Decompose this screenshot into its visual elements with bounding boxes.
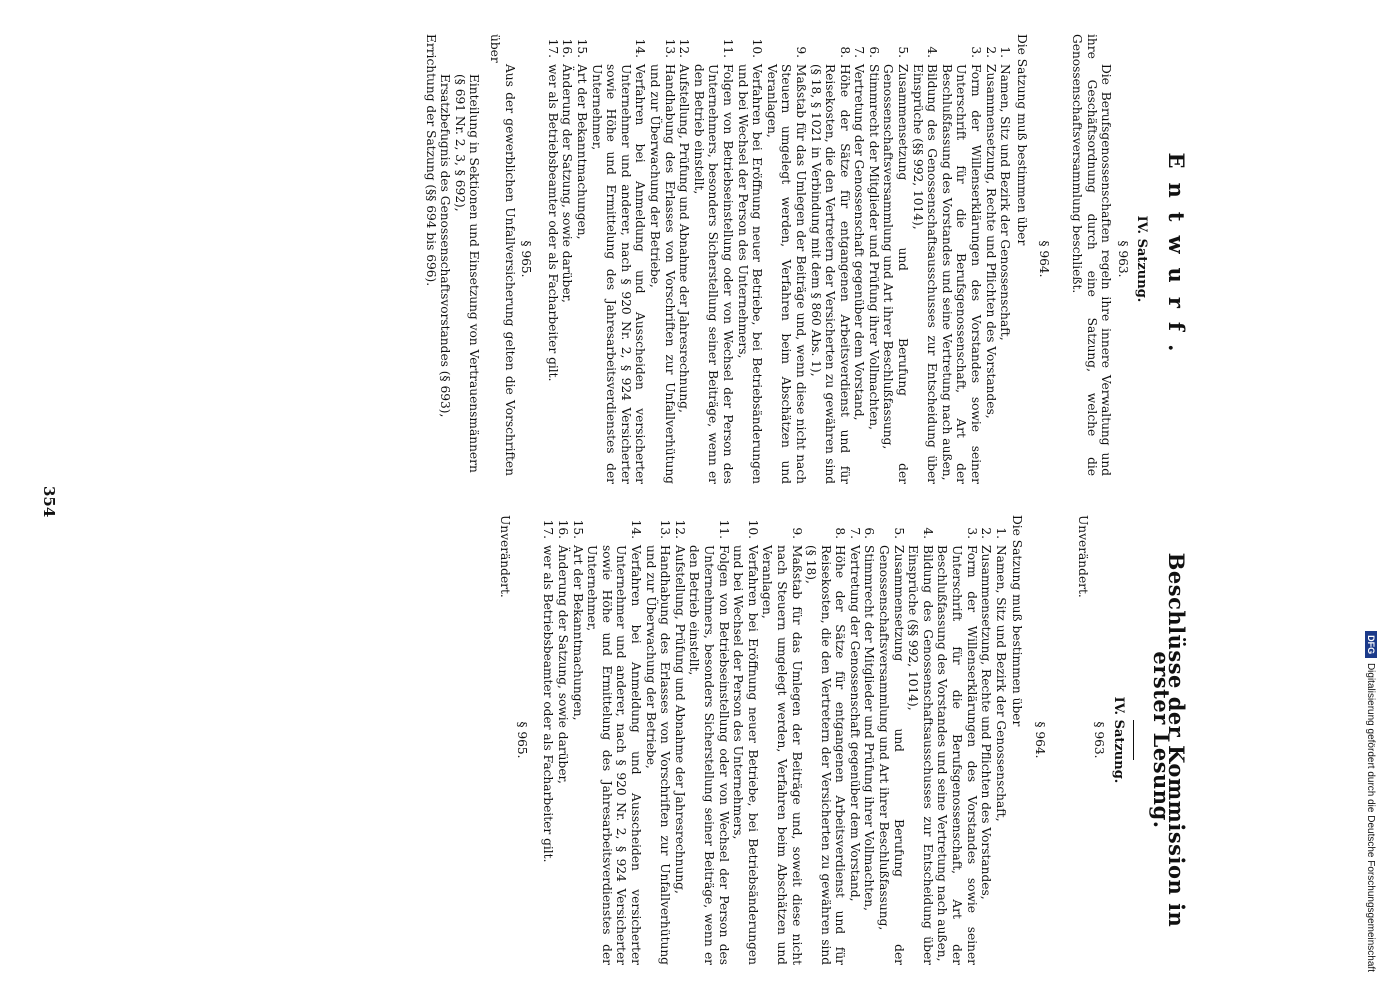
item-text: Verfahren bei Anmeldung und Ausscheiden versicherter Unternehmer und anderer, nach § 920 Nr. 2, § 924 Versicherter sowie Höhe und Ermittelung des Jahresarbeitsverdienstes der Unternehmer, xyxy=(585,545,643,965)
item-number: 4. xyxy=(920,527,935,539)
item-number: 13. xyxy=(658,519,673,539)
item-text: Form der Willenserklärungen des Vorstandes sowie seiner Unterschrift für die Berufsgenossenschaft, Art der Beschlußfassung des Vorstandes und seine Vertretung nach außen, xyxy=(939,64,984,484)
draft-ref-2: Ersatzbefugnis des Genossenschaftsvorstandes (§ 693), xyxy=(438,74,453,418)
item-text: Bildung des Genossenschaftsausschusses zur Entscheidung über Einsprüche (§§ 992, 1014), xyxy=(906,545,935,965)
committee-item-7 xyxy=(847,515,862,965)
dfg-note-text: Digitalisierung gefördert durch die Deutsche Forschungsgemeinschaft xyxy=(1365,662,1376,972)
item-text: Änderung der Satzung, sowie darüber, xyxy=(560,64,575,303)
draft-item-16 xyxy=(560,34,575,484)
item-number: 9. xyxy=(793,46,808,58)
committee-chapter-title: IV. Satzung. xyxy=(1110,696,1126,784)
draft-section-965: § 965. xyxy=(519,240,534,278)
item-number: 15. xyxy=(575,38,590,58)
item-number: 8. xyxy=(833,527,848,539)
item-number: 10. xyxy=(750,38,765,58)
committee-item-11 xyxy=(687,515,731,965)
committee-item-9 xyxy=(760,515,804,965)
item-text: Vertretung der Genossenschaft gegenüber dem Vorstand, xyxy=(847,545,862,902)
item-text: Bildung des Genossenschaftsausschusses zur Entscheidung über Einsprüche (§§ 992, 1014), xyxy=(910,64,940,484)
item-number: 8. xyxy=(837,46,852,58)
item-text: Verfahren bei Anmeldung und Ausscheiden versicherter Unternehmer und anderer, nach § 920 Nr. 2, § 924 Versicherter sowie Höhe und Ermittelung des Jahresarbeitsverdienstes der Unternehmer, xyxy=(589,64,648,484)
draft-chapter-title: IV. Satzung. xyxy=(1134,215,1150,303)
committee-item-3 xyxy=(935,515,979,965)
draft-section-964: § 964. xyxy=(1037,240,1052,278)
draft-item-9 xyxy=(764,34,808,484)
committee-intro-964: Die Satzung muß bestimmen über xyxy=(1010,515,1025,727)
item-text: Änderung der Satzung, sowie darüber, xyxy=(556,545,571,784)
item-number: 15. xyxy=(570,519,585,539)
item-text: Höhe der Sätze für entgangenen Arbeitsverdienst und für Reisekosten, die den Vertretern der Versicherten zu gewähren sind (§ 18), xyxy=(804,545,848,965)
committee-items-list xyxy=(541,515,1008,965)
item-text: Verfahren bei Eröffnung neuer Betriebe, bei Betriebsänderungen und bei Wechsel der Person des Unternehmers, xyxy=(735,64,765,484)
item-number: 2. xyxy=(979,527,994,539)
item-number: 14. xyxy=(629,519,643,539)
digitization-note xyxy=(1357,12,1377,972)
item-text: Stimmrecht der Mitglieder und Prüfung ihrer Vollmachten, xyxy=(862,545,877,912)
item-text: Namen, Sitz und Bezirk der Genossenschaft, xyxy=(998,64,1013,341)
draft-heading: Entwurf. xyxy=(1164,152,1189,366)
page-number: 354 xyxy=(40,486,58,518)
draft-item-1 xyxy=(998,34,1013,484)
item-number: 3. xyxy=(969,46,984,58)
draft-item-2 xyxy=(983,34,998,484)
draft-column xyxy=(423,34,1189,484)
draft-item-17 xyxy=(545,34,560,484)
committee-item-17 xyxy=(541,515,556,965)
item-text: Art der Bekanntmachungen, xyxy=(575,64,590,240)
draft-item-13 xyxy=(647,34,676,484)
item-number: 16. xyxy=(556,519,571,539)
committee-item-15 xyxy=(570,515,585,965)
draft-item-8 xyxy=(808,34,852,484)
item-number: 16. xyxy=(560,38,575,58)
draft-item-6 xyxy=(866,34,881,484)
item-number: 10. xyxy=(745,519,760,539)
item-number: 14. xyxy=(633,38,648,58)
item-number: 11. xyxy=(720,38,735,58)
committee-item-2 xyxy=(979,515,994,965)
item-number: 6. xyxy=(866,46,881,58)
item-text: Aufstellung, Prüfung und Abnahme der Jahresrechnung, xyxy=(677,64,692,413)
committee-unchanged-963: Unverändert. xyxy=(1075,515,1090,598)
item-text: Art der Bekanntmachungen, xyxy=(570,545,585,721)
item-number: 1. xyxy=(998,46,1013,58)
item-number: 6. xyxy=(862,527,877,539)
committee-item-14 xyxy=(585,515,643,965)
draft-intro-964: Die Satzung muß bestimmen über xyxy=(1014,34,1029,246)
draft-item-4 xyxy=(910,34,939,484)
item-number: 11. xyxy=(716,519,731,539)
draft-item-5 xyxy=(881,34,910,484)
draft-items-list xyxy=(545,34,1012,484)
committee-item-10 xyxy=(731,515,760,965)
item-number: 17. xyxy=(541,519,556,539)
committee-item-5 xyxy=(877,515,906,965)
committee-item-12 xyxy=(672,515,687,965)
draft-ref-1: Einteilung in Sektionen und Einsetzung von Vertrauensmännern (§ 691 Nr. 2, 3, § 692), xyxy=(452,74,482,473)
item-text: Folgen von Betriebseinstellung oder von Wechsel der Person des Unternehmers, besonders Sicherstellung seiner Beiträge, wenn er den Betrieb einstellt, xyxy=(687,545,731,965)
item-text: Stimmrecht der Mitglieder und Prüfung ihrer Vollmachten, xyxy=(866,64,881,431)
item-number: 1. xyxy=(993,527,1008,539)
item-text: Folgen von Betriebseinstellung oder von Wechsel der Person des Unternehmers, besonders Sicherstellung seiner Beiträge, wenn er den Betrieb einstellt, xyxy=(691,64,735,484)
item-text: Namen, Sitz und Bezirk der Genossenschaft, xyxy=(993,545,1008,822)
committee-section-963: § 963. xyxy=(1092,721,1107,759)
draft-section-963: § 963. xyxy=(1115,240,1130,278)
item-text: Vertretung der Genossenschaft gegenüber dem Vorstand, xyxy=(852,64,867,421)
item-text: Aufstellung, Prüfung und Abnahme der Jahresrechnung, xyxy=(672,545,687,894)
committee-unchanged-965: Unverändert. xyxy=(498,515,513,598)
item-text: Höhe der Sätze für entgangenen Arbeitsverdienst und für Reisekosten, die den Vertretern der Versicherten zu gewähren sind (§ 18, § 1021 in Verbindung mit dem § 860 Abs. 1), xyxy=(808,64,852,484)
draft-intro-965: Aus der gewerblichen Unfallversicherung gelten die Vorschriften über xyxy=(488,34,517,476)
item-text: wer als Betriebsbeamter oder als Facharbeiter gilt. xyxy=(541,545,556,863)
item-text: Zusammensetzung und Berufung der Genossenschaftsversammlung und Art ihrer Beschlußfassung, xyxy=(881,64,911,484)
item-number: 12. xyxy=(677,38,692,58)
item-text: Maßstab für das Umlegen der Beiträge und, wenn diese nicht nach Steuern umgelegt werden, Verfahren beim Abschätzen und Veranlagen, xyxy=(764,64,808,484)
committee-item-13 xyxy=(643,515,672,965)
item-number: 3. xyxy=(964,527,979,539)
item-text: Zusammensetzung, Rechte und Pflichten des Vorstandes, xyxy=(979,545,994,900)
committee-heading: Beschlüsse der Kommission in erster Lesung. xyxy=(1149,552,1189,928)
draft-item-11 xyxy=(691,34,735,484)
committee-item-6 xyxy=(862,515,877,965)
committee-item-8 xyxy=(804,515,848,965)
committee-item-16 xyxy=(555,515,570,965)
draft-item-7 xyxy=(852,34,867,484)
item-text: Zusammensetzung, Rechte und Pflichten des Vorstandes, xyxy=(983,64,998,419)
committee-item-1 xyxy=(993,515,1008,965)
item-number: 5. xyxy=(896,46,911,58)
committee-column xyxy=(498,515,1189,965)
heading-rule xyxy=(1133,720,1134,760)
draft-item-10 xyxy=(735,34,764,484)
item-number: 7. xyxy=(847,527,862,539)
item-text: Handhabung des Erlasses von Vorschriften zur Unfallverhütung und zur Überwachung der Betriebe, xyxy=(648,64,677,484)
committee-section-964: § 964. xyxy=(1033,721,1048,759)
item-text: Form der Willenserklärungen des Vorstandes sowie seiner Unterschrift für die Berufsgenossenschaft, Art der Beschlußfassung des Vorstandes und seine Vertretung nach außen, xyxy=(935,545,979,965)
draft-ref-3: Errichtung der Satzung (§§ 694 bis 696). xyxy=(423,34,438,287)
item-text: Handhabung des Erlasses von Vorschriften zur Unfallverhütung und zur Überwachung der Betriebe, xyxy=(643,545,673,965)
committee-section-965: § 965. xyxy=(514,721,529,759)
item-text: Verfahren bei Eröffnung neuer Betriebe, bei Betriebsänderungen und bei Wechsel der Person des Unternehmers, xyxy=(731,545,760,965)
draft-paragraph-963: Die Berufsgenossenschaften regeln ihre innere Verwaltung und ihre Geschäftsordnung durch eine Satzung, welche die Genossenschaftsversammlung beschließt. xyxy=(1070,34,1114,476)
item-text: wer als Betriebsbeamter oder als Facharbeiter gilt. xyxy=(545,64,560,382)
item-number: 5. xyxy=(891,527,906,539)
dfg-logo: DFG xyxy=(1365,631,1377,658)
item-number: 4. xyxy=(925,46,940,58)
item-number: 13. xyxy=(662,38,677,58)
committee-item-4 xyxy=(906,515,935,965)
draft-item-3 xyxy=(939,34,983,484)
item-text: Zusammensetzung und Berufung der Genossenschaftsversammlung und Art ihrer Beschlußfassung, xyxy=(877,545,906,965)
item-number: 9. xyxy=(789,527,804,539)
draft-item-15 xyxy=(574,34,589,484)
item-number: 12. xyxy=(672,519,687,539)
draft-item-12 xyxy=(677,34,692,484)
item-number: 17. xyxy=(545,38,560,58)
draft-item-14 xyxy=(589,34,647,484)
item-number: 7. xyxy=(852,46,867,58)
item-text: Maßstab für das Umlegen der Beiträge und, soweit diese nicht nach Steuern umgelegt werden, Verfahren beim Abschätzen und Veranlagen, xyxy=(760,545,804,965)
item-number: 2. xyxy=(983,46,998,58)
